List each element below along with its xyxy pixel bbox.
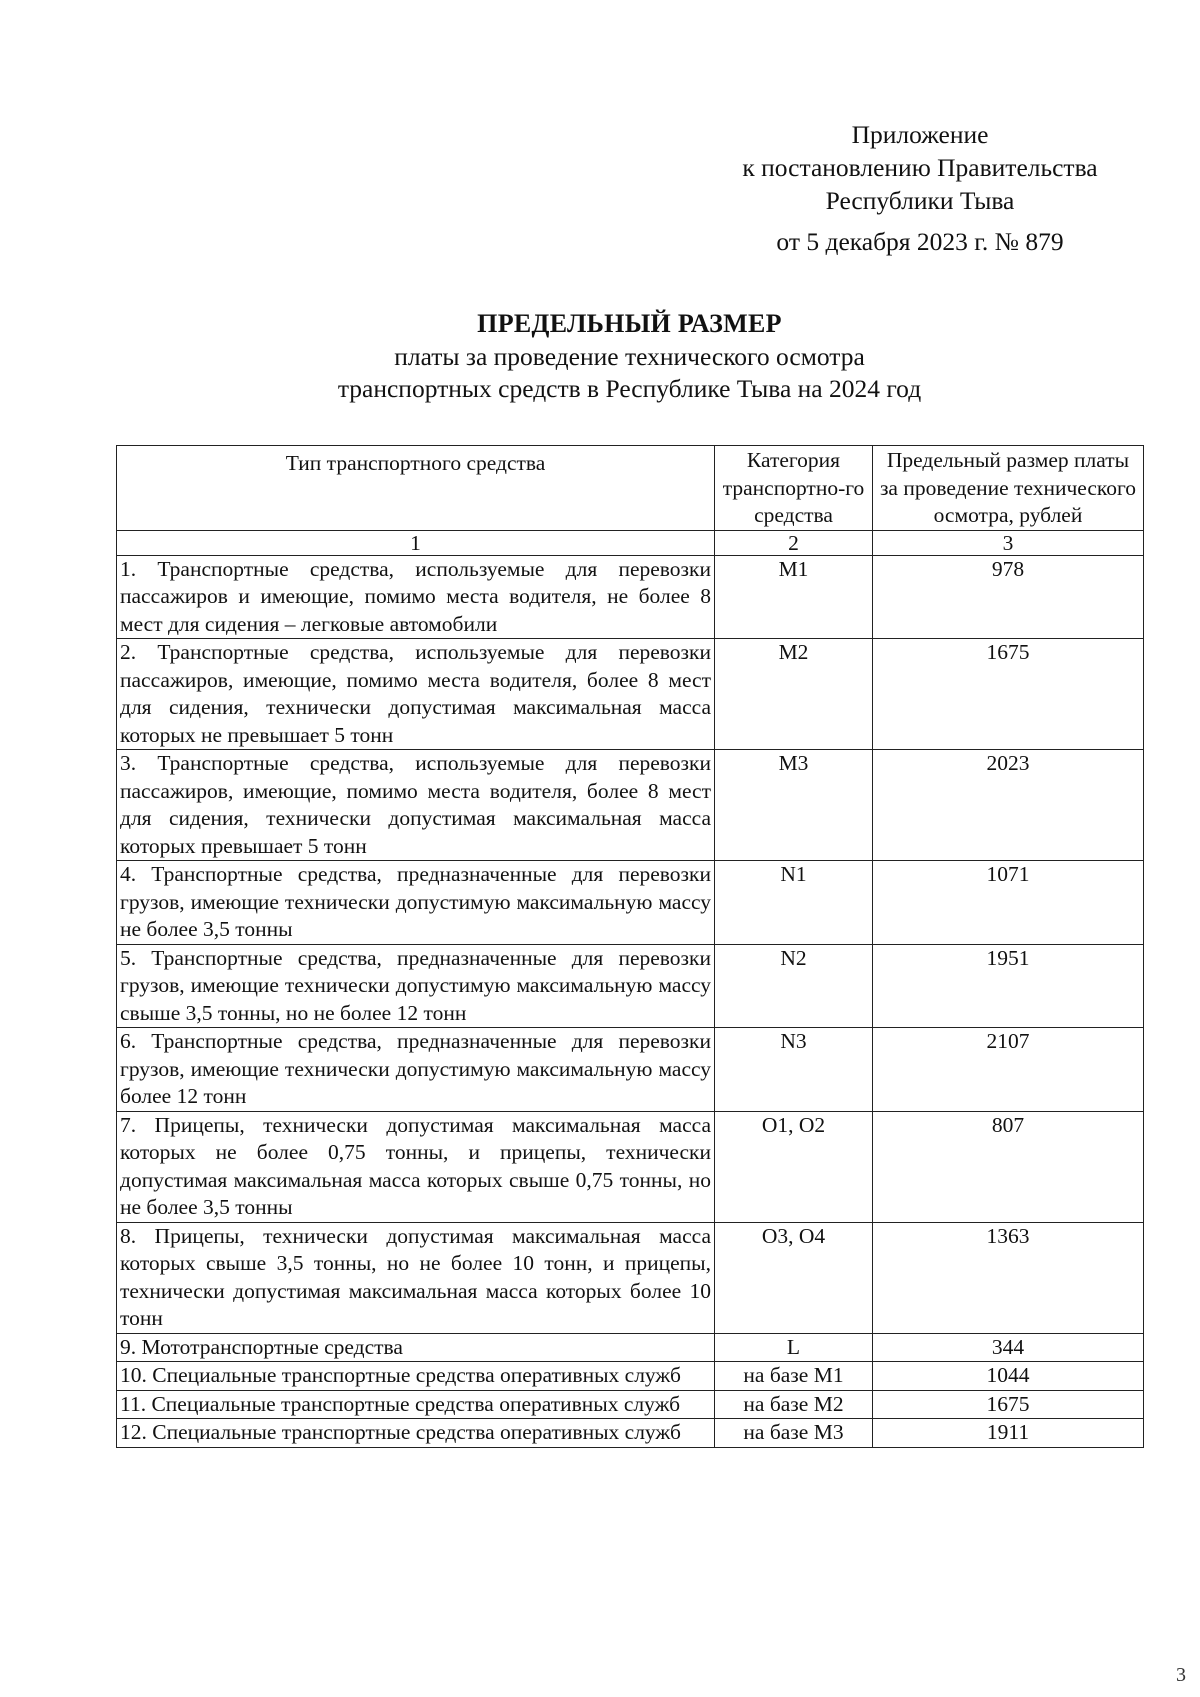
column-number: 1: [117, 530, 715, 555]
table-row: [117, 1390, 1144, 1419]
header-vehicle-type: Тип транспортного средства: [117, 446, 715, 531]
fee-cell: 1675: [873, 639, 1144, 750]
vehicle-type-cell: 9. Мототранспортные средства: [117, 1333, 715, 1362]
fee-cell: 978: [873, 555, 1144, 639]
table-row: [117, 555, 1144, 639]
category-cell: O1, O2: [715, 1111, 873, 1222]
vehicle-type-cell: 6. Транспортные средства, предназначенные для перевозки грузов, имеющие технически допустимую максимальную массу более 12 тонн: [117, 1028, 715, 1112]
table-row: [117, 750, 1144, 861]
document-title: [116, 307, 1143, 405]
fee-table: [116, 445, 1144, 1448]
column-number: 3: [873, 530, 1144, 555]
fee-cell: 1951: [873, 944, 1144, 1028]
fee-cell: 2023: [873, 750, 1144, 861]
table-row: [117, 1028, 1144, 1112]
table-row: [117, 1111, 1144, 1222]
vehicle-type-cell: 4. Транспортные средства, предназначенные для перевозки грузов, имеющие технически допустимую максимальную массу не более 3,5 тонны: [117, 861, 715, 945]
category-cell: на базе M1: [715, 1362, 873, 1391]
fee-cell: 1044: [873, 1362, 1144, 1391]
table-row: [117, 639, 1144, 750]
table-row: [117, 944, 1144, 1028]
vehicle-type-cell: 3. Транспортные средства, используемые для перевозки пассажиров, имеющие, помимо места водителя, более 8 мест для сидения, технически допустимая максимальная масса которых превышает 5 тонн: [117, 750, 715, 861]
title-subtitle-2: транспортных средств в Республике Тыва на 2024 год: [337, 374, 922, 403]
table-row: [117, 1419, 1144, 1448]
vehicle-type-cell: 5. Транспортные средства, предназначенные для перевозки грузов, имеющие технически допустимую максимальную массу свыше 3,5 тонны, но не более 12 тонн: [117, 944, 715, 1028]
fee-cell: 1363: [873, 1222, 1144, 1333]
category-cell: L: [715, 1333, 873, 1362]
vehicle-type-cell: 11. Специальные транспортные средства оперативных служб: [117, 1390, 715, 1419]
title-main: ПРЕДЕЛЬНЫЙ РАЗМЕР: [477, 309, 782, 338]
title-subtitle-1: платы за проведение технического осмотра: [394, 342, 865, 371]
vehicle-type-cell: 8. Прицепы, технически допустимая максимальная масса которых свыше 3,5 тонны, но не более 10 тонн, и прицепы, технически допустимая максимальная масса которых более 10 тонн: [117, 1222, 715, 1333]
header-fee: Предельный размер платы за проведение технического осмотра, рублей: [873, 446, 1144, 531]
category-cell: N3: [715, 1028, 873, 1112]
table-header-row: [117, 446, 1144, 531]
vehicle-type-cell: 10. Специальные транспортные средства оперативных служб: [117, 1362, 715, 1391]
appendix-header: [700, 118, 1140, 258]
category-cell: M2: [715, 639, 873, 750]
fee-cell: 1071: [873, 861, 1144, 945]
vehicle-type-cell: 12. Специальные транспортные средства оперативных служб: [117, 1419, 715, 1448]
table-row: [117, 861, 1144, 945]
fee-cell: 1911: [873, 1419, 1144, 1448]
fee-cell: 807: [873, 1111, 1144, 1222]
vehicle-type-cell: 1. Транспортные средства, используемые для перевозки пассажиров и имеющие, помимо места водителя, не более 8 мест для сидения – легковые автомобили: [117, 555, 715, 639]
appendix-label: Приложение: [851, 120, 989, 149]
category-cell: на базе M3: [715, 1419, 873, 1448]
table-row: [117, 1222, 1144, 1333]
fee-cell: 344: [873, 1333, 1144, 1362]
category-cell: N2: [715, 944, 873, 1028]
appendix-resolution: к постановлению Правительства: [742, 153, 1098, 182]
fee-cell: 2107: [873, 1028, 1144, 1112]
appendix-date-number: от 5 декабря 2023 г. № 879: [776, 227, 1064, 256]
category-cell: на базе M2: [715, 1390, 873, 1419]
page-mark: 3: [1176, 1664, 1186, 1686]
column-number: 2: [715, 530, 873, 555]
table-row: [117, 1333, 1144, 1362]
category-cell: O3, O4: [715, 1222, 873, 1333]
appendix-republic: Республики Тыва: [825, 186, 1015, 215]
vehicle-type-cell: 7. Прицепы, технически допустимая максимальная масса которых не более 0,75 тонны, и прицепы, технически допустимая максимальная масса которых свыше 0,75 тонны, но не более 3,5 тонны: [117, 1111, 715, 1222]
header-category: Категория транспортно-го средства: [715, 446, 873, 531]
vehicle-type-cell: 2. Транспортные средства, используемые для перевозки пассажиров, имеющие, помимо места водителя, более 8 мест для сидения, технически допустимая максимальная масса которых не превышает 5 тонн: [117, 639, 715, 750]
category-cell: M3: [715, 750, 873, 861]
category-cell: N1: [715, 861, 873, 945]
category-cell: M1: [715, 555, 873, 639]
fee-cell: 1675: [873, 1390, 1144, 1419]
column-number-row: [117, 530, 1144, 555]
table-row: [117, 1362, 1144, 1391]
